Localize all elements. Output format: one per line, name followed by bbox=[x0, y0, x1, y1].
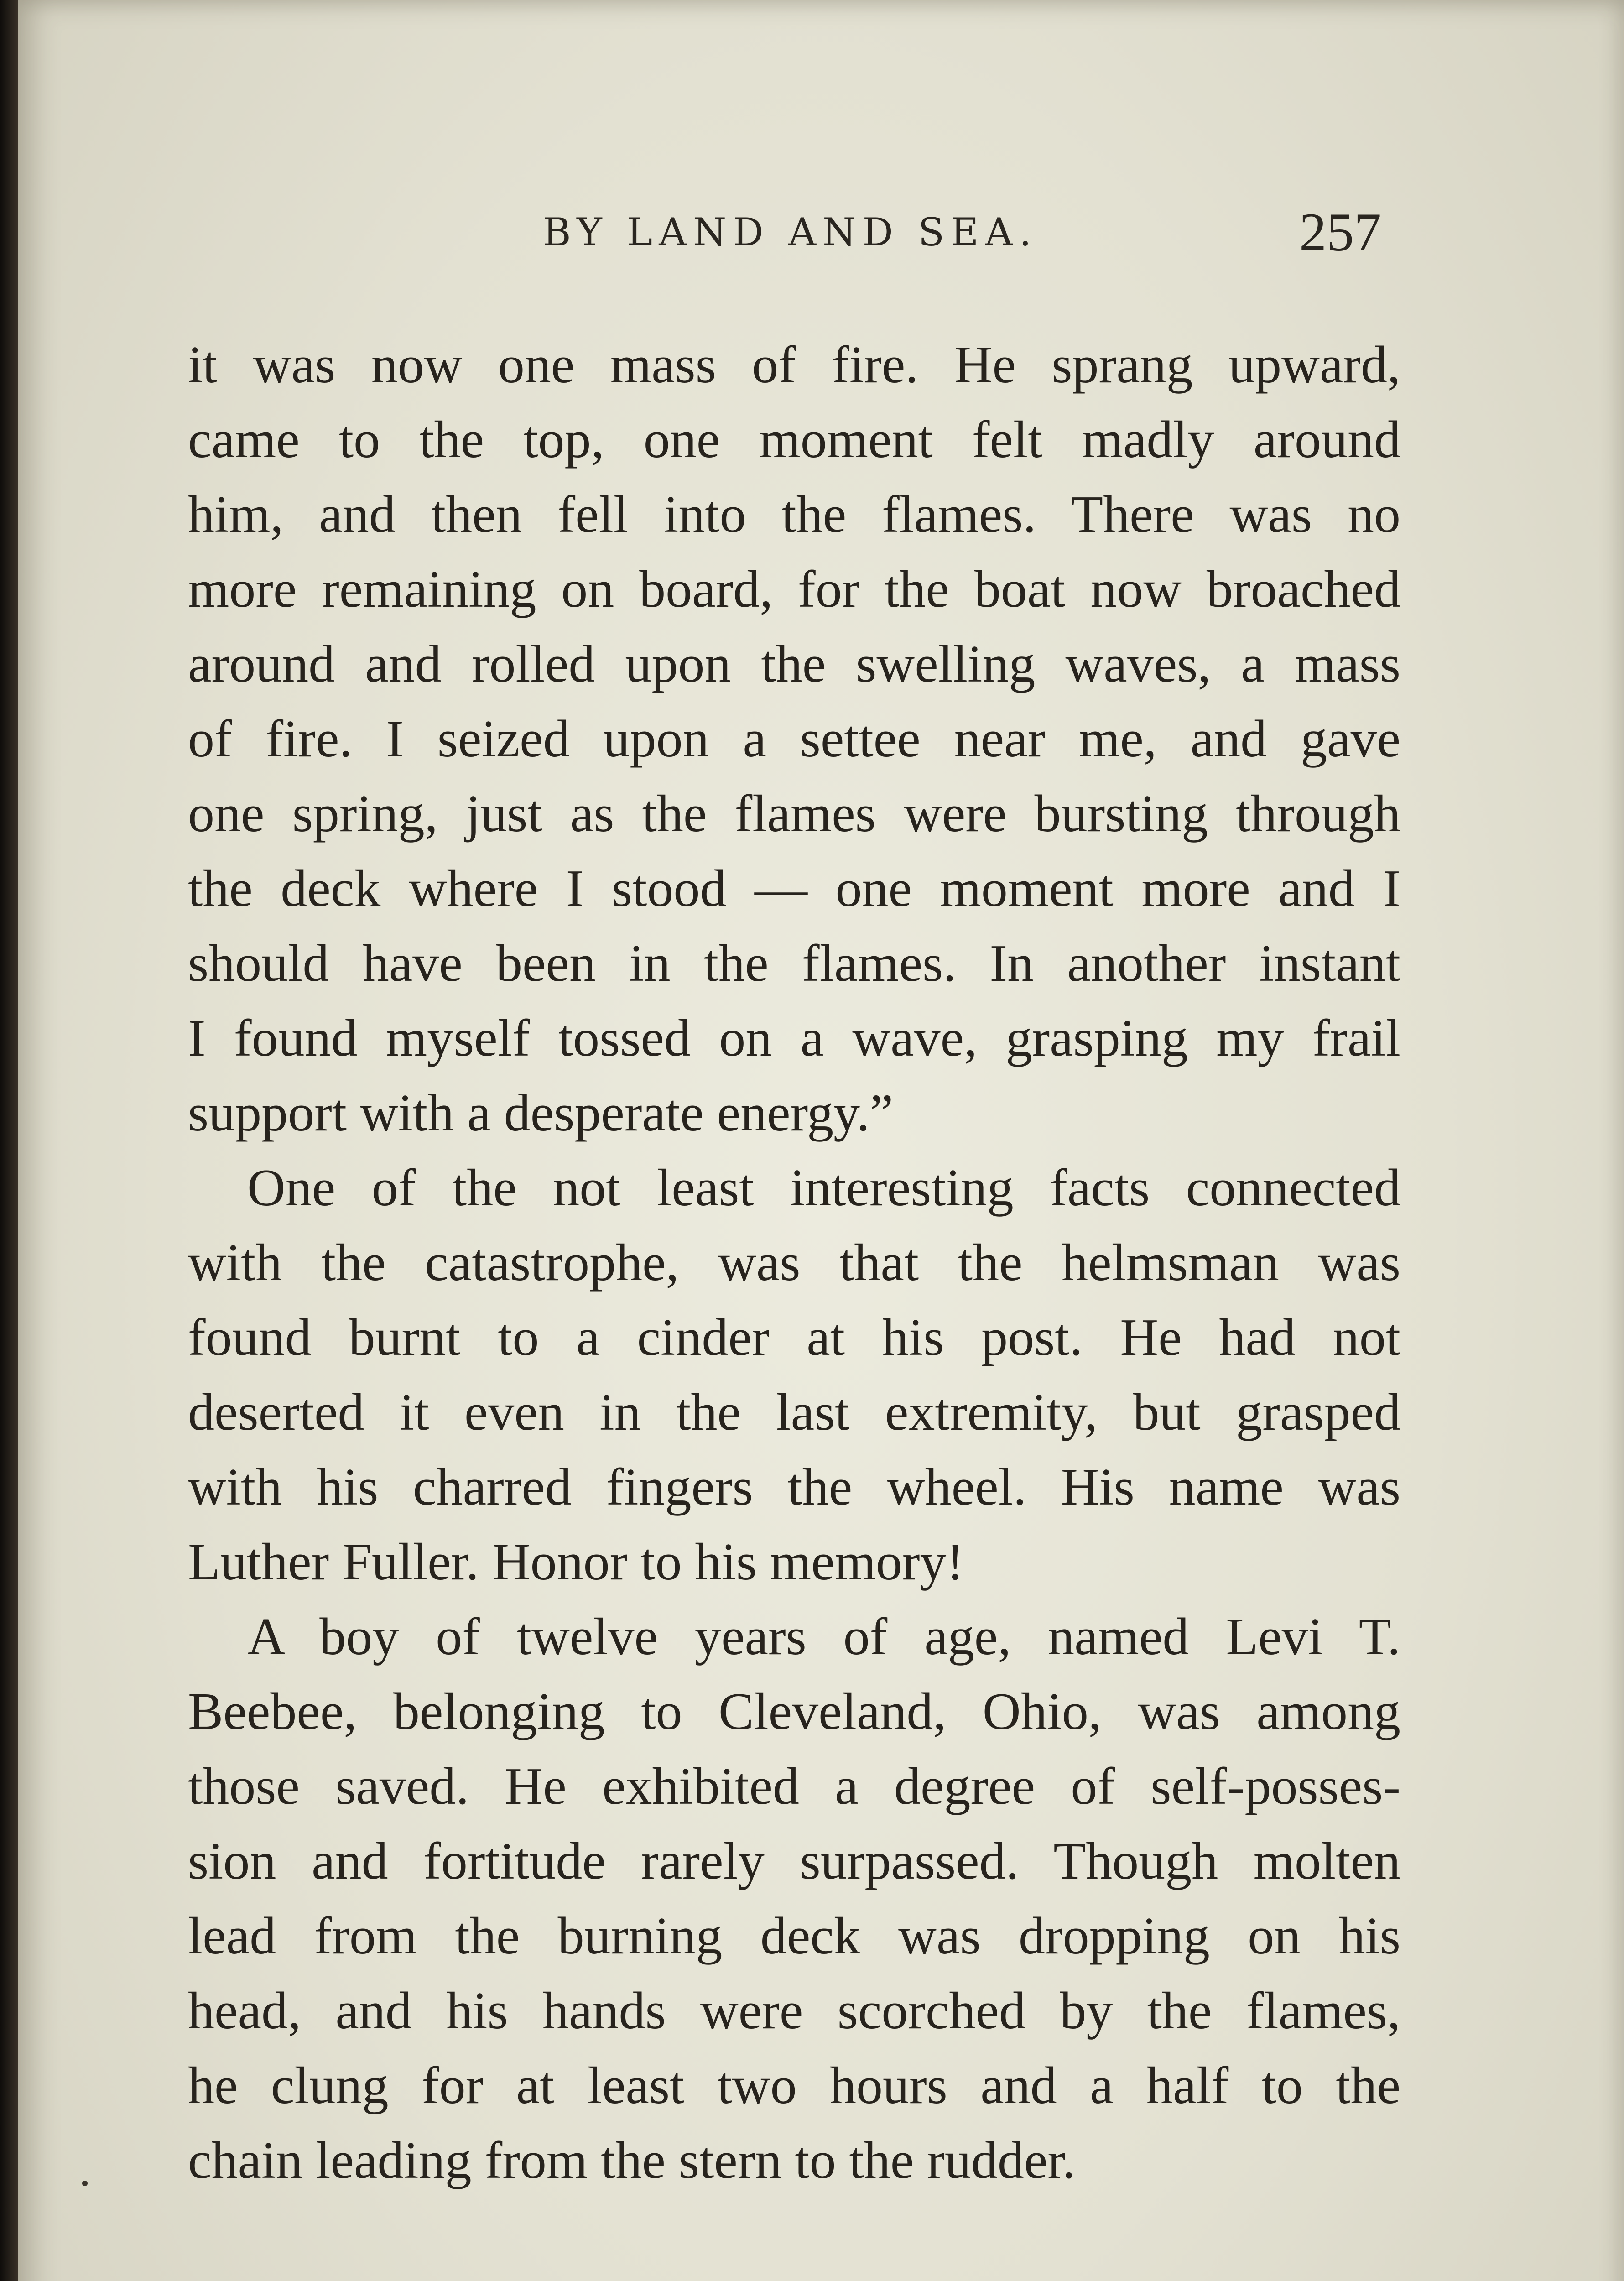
page-number: 257 bbox=[1299, 202, 1381, 262]
body-text bbox=[188, 328, 1400, 2198]
text-line: with his charred fingers the wheel. His name was bbox=[188, 1458, 1400, 1516]
page-binding-edge bbox=[0, 0, 18, 2281]
text-line: Beebee, belonging to Cleveland, Ohio, was among bbox=[188, 1682, 1400, 1741]
text-line: sion and fortitude rarely surpassed. Though molten bbox=[188, 1832, 1400, 1890]
text-line: he clung for at least two hours and a half to the bbox=[188, 2057, 1400, 2115]
stray-ink-dot bbox=[82, 2181, 88, 2186]
text-line: found burnt to a cinder at his post. He had not bbox=[188, 1308, 1400, 1367]
book-page bbox=[18, 0, 1624, 2281]
text-line: deserted it even in the last extremity, but grasped bbox=[188, 1383, 1400, 1442]
text-line: chain leading from the stern to the rudder. bbox=[188, 2131, 1076, 2190]
text-line: the deck where I stood — one moment more and I bbox=[188, 859, 1400, 918]
text-line: him, and then fell into the flames. There was no bbox=[188, 485, 1400, 544]
text-line: I found myself tossed on a wave, grasping my frail bbox=[188, 1009, 1400, 1068]
text-line: those saved. He exhibited a degree of self-posses- bbox=[188, 1757, 1400, 1816]
text-line: one spring, just as the flames were bursting through bbox=[188, 785, 1400, 843]
text-line: lead from the burning deck was dropping on his bbox=[188, 1907, 1400, 1965]
text-line: support with a desperate energy.” bbox=[188, 1084, 894, 1142]
text-line: of fire. I seized upon a settee near me, and gave bbox=[188, 710, 1400, 768]
running-head: BY LAND AND SEA. bbox=[543, 210, 1038, 255]
text-line: A boy of twelve years of age, named Levi T. bbox=[247, 1608, 1400, 1666]
text-line: Luther Fuller. Honor to his memory! bbox=[188, 1533, 964, 1591]
text-line: around and rolled upon the swelling waves, a mass bbox=[188, 635, 1400, 693]
text-line: One of the not least interesting facts connected bbox=[247, 1159, 1400, 1217]
text-line: with the catastrophe, was that the helmsman was bbox=[188, 1234, 1400, 1292]
text-line: should have been in the flames. In another instant bbox=[188, 934, 1400, 993]
text-line: came to the top, one moment felt madly around bbox=[188, 411, 1400, 469]
text-line: more remaining on board, for the boat now broached bbox=[188, 560, 1400, 619]
text-line: it was now one mass of fire. He sprang upward, bbox=[188, 336, 1400, 394]
text-line: head, and his hands were scorched by the flames, bbox=[188, 1982, 1400, 2040]
